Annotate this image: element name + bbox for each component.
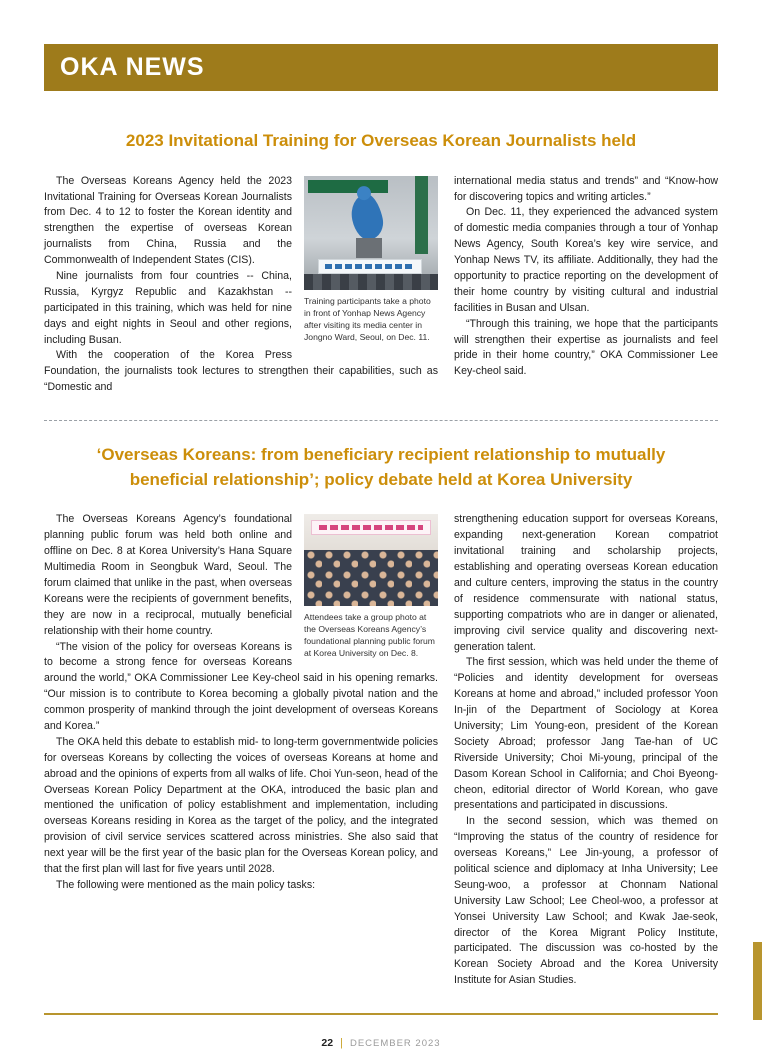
issue-date: DECEMBER 2023 — [349, 1037, 441, 1049]
article1-title: 2023 Invitational Training for Overseas Korean Journalists held — [125, 131, 637, 150]
sculpture-pedestal — [356, 238, 382, 258]
body-paragraph: In the second session, which was themed on “Improving the status of the country of residence for overseas Koreans,” Lee Jin-young, a professor of political science and diplomacy at Inha University; Lee Seung-woo, a professor at Chonnam National University Law School; Lee Cheol-woo, a professor at Yonsei University Law School; and Kwak Jae-seok, director of the Korea Migrant Policy Institute, participated. The discussion was co-hosted by the Korean Society Abroad and the Korea University Institute for Asian Studies. — [454, 815, 718, 987]
people-group — [304, 274, 438, 290]
sculpture — [348, 191, 387, 242]
page-number: 22 — [321, 1037, 334, 1049]
page-footer — [44, 1037, 718, 1049]
forum-banner — [311, 520, 431, 535]
group-banner — [318, 259, 422, 274]
article1-left-column — [44, 174, 438, 396]
footer-rule — [44, 1013, 718, 1015]
article1-figure — [304, 176, 438, 343]
body-paragraph: strengthening education support for overseas Koreans, expanding next-generation Korean compatriot invitational training and scholarship projects, establishing and operating overseas Korean education and culture centers, improving the status in the country of residence commensurate with national status, supporting compatriots who are in danger or alienated, improving civil service quality and discovering next-generation talent. — [454, 513, 718, 653]
body-paragraph: The Overseas Koreans Agency held the 2023 Invitational Training for Overseas Korean Journalists from Dec. 4 to 12 to foster the Korean identity and strengthen the expertise of overseas Korean journalists from China, Russia and the Commonwealth of Independent States (CIS). — [44, 174, 292, 267]
body-paragraph: On Dec. 11, they experienced the advanced system of domestic media companies through a tour of Yonhap News Agency, South Korea’s key wire service, and Yonhap News TV, its affiliate. Additionally, they had the opportunity to practice reporting on the development of their home country by visiting cultural and industrial facilities in Busan and Ulsan. — [454, 206, 718, 314]
building-column — [415, 176, 428, 254]
article2-left-column — [44, 512, 438, 989]
article1-body — [44, 174, 718, 396]
body-paragraph: Nine journalists from four countries -- China, Russia, Kyrgyz Republic and Kazakhstan -- participated in this training, which was held for nine days and eight nights in Seoul and other regions, including Busan. — [44, 269, 292, 346]
body-paragraph: The Overseas Koreans Agency’s foundational planning public forum was held both online and offline on Dec. 8 at Korea University’s Hana Square Multimedia Room in Seongbuk Ward, Seoul. The forum claimed that unlike in the past, when overseas Koreans were the recipients of government benefits, they are now in a reciprocal, mutually beneficial relationship with their home country. — [44, 513, 292, 637]
body-paragraph: The first session, which was held under the theme of “Policies and identity development for overseas Koreans at home and abroad,” included professor Yoon In-jin of the Department of Sociology at Korea University; Lim Young-eon, president of the Korean Society Abroad; professor Jang Tae-han of UC Riverside University; Choi Mi-young, principal of the Dasom Korean School in California; and Choi Byeong-cheon, editorial director of World Korean, who gave presentations and participated in discussions. — [454, 656, 718, 812]
newsletter-title: OKA NEWS — [60, 53, 205, 81]
article2-photo — [304, 514, 438, 606]
page-content — [44, 44, 718, 1049]
article2-photo-caption: Attendees take a group photo at the Overseas Koreans Agency’s foundational planning public forum at Korea University on Dec. 8. — [304, 612, 435, 659]
body-paragraph: With the cooperation of the Korea Press Foundation, the journalists took lectures to strengthen their capabilities, such as “Domestic and — [44, 349, 438, 394]
article1-photo-caption: Training participants take a photo in front of Yonhap News Agency after visiting its media center in Jongno Ward, Seoul, on Dec. 11. — [304, 295, 431, 342]
article2-figure — [304, 514, 438, 659]
body-paragraph: international media status and trends” and “Know-how for discovering topics and writing articles.” — [454, 174, 718, 203]
article2-right-column — [454, 512, 718, 989]
article2-title: ‘Overseas Koreans: from beneficiary recipient relationship to mutually beneficial relationship’; policy debate held at Korea University — [96, 445, 666, 489]
page-edge-accent — [753, 942, 762, 1020]
article1-right-column — [454, 174, 718, 396]
footer-separator: | — [340, 1037, 343, 1049]
article2-body — [44, 512, 718, 989]
body-paragraph: The OKA held this debate to establish mid- to long-term governmentwide policies for overseas Koreans by collecting the voices of overseas Koreans at home and abroad and the opinions of experts from all walks of life. Choi Yun-seon, head of the Overseas Korean Policy Department at the OKA, introduced the basic plan and mentioned the unification of policy establishment and implementation, including overseas Koreans residing in Korea as the target of the policy, and the integrated provision of civil service services scattered across ministries. She also said that next year will be the first year of the basic plan for the Overseas Korean policy, and that the first plan will last for five years until 2028. — [44, 735, 438, 875]
article-divider — [44, 420, 718, 421]
attendees-crowd — [304, 550, 438, 606]
body-paragraph: The following were mentioned as the main policy tasks: — [56, 878, 316, 891]
body-paragraph: “Through this training, we hope that the participants will strengthen their expertise as journalists and feel pride in their home country,” OKA Commissioner Lee Key-cheol said. — [454, 317, 718, 378]
newsletter-header-banner — [44, 44, 718, 91]
article1-photo — [304, 176, 438, 290]
building-sign — [308, 180, 388, 193]
body-paragraph: “The vision of the policy for overseas Koreans is to become a strong fence for overseas Koreans around the world,” OKA Commissioner Lee Key-cheol said in his opening remarks. “Our mission is to contribute to Korea becoming a globally pivotal nation and the common prosperity of mankind through the joint development of overseas Koreans and Korea.” — [44, 640, 438, 732]
